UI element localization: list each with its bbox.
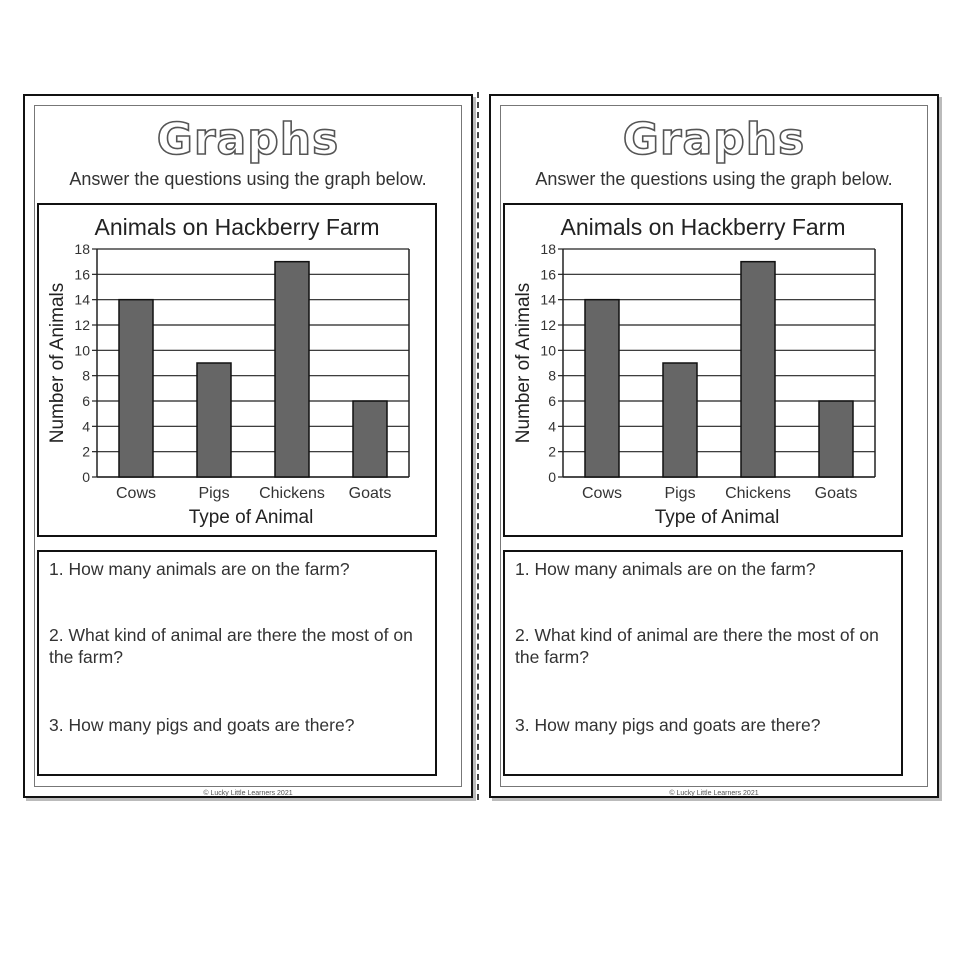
worksheet-card-left [23,94,473,798]
x-tick-label: Pigs [198,485,230,502]
y-tick-label: 0 [548,469,556,485]
y-tick-label: 6 [548,393,556,409]
bar-goats [819,401,853,477]
y-tick-label: 10 [74,342,90,359]
questions-box [37,550,437,776]
y-tick-label: 10 [540,342,556,359]
y-tick-label: 14 [540,291,556,308]
y-tick-label: 18 [74,241,90,257]
question-1: 1. How many animals are on the farm? [49,559,350,579]
x-tick-label: Cows [115,485,157,502]
x-axis-label: Type of Animal [654,507,780,528]
copyright-footer: © Lucky Little Learners 2021 [203,790,293,797]
questions-box [503,550,903,776]
y-tick-label: 6 [82,393,90,409]
x-tick-label: Cows [581,485,623,502]
y-tick-label: 14 [74,291,90,308]
y-tick-label: 8 [548,367,556,384]
y-tick-label: 0 [82,469,90,485]
worksheet-title: Graphs [622,114,806,165]
chart-box [37,203,437,537]
y-tick-label: 18 [540,241,556,257]
bar-chart [505,205,901,535]
chart-title: Animals on Hackberry Farm [560,214,846,240]
bar-cows [585,300,619,477]
question-2: 2. What kind of animal are there the most of on the farm? [49,625,413,667]
question-1: 1. How many animals are on the farm? [515,559,816,579]
question-3: 3. How many pigs and goats are there? [49,715,355,735]
x-tick-label: Goats [348,485,392,502]
y-tick-label: 12 [540,317,556,333]
y-tick-label: 12 [74,317,90,333]
y-tick-label: 2 [82,443,90,460]
x-tick-label: Pigs [664,485,696,502]
cut-line-divider [477,92,479,800]
copyright-footer: © Lucky Little Learners 2021 [669,790,759,797]
y-tick-label: 4 [548,418,556,435]
worksheet-instruction: Answer the questions using the graph below. [69,169,427,189]
chart-title: Animals on Hackberry Farm [94,214,380,240]
bar-pigs [197,363,231,477]
chart-box [503,203,903,537]
x-axis-label: Type of Animal [188,507,314,528]
y-tick-label: 4 [82,418,90,435]
x-tick-label: Chickens [725,485,791,502]
bar-chickens [741,262,775,477]
bar-chart [39,205,435,535]
x-tick-label: Goats [814,485,858,502]
worksheet-title: Graphs [156,114,340,165]
y-axis-label: Number of Animals [513,282,534,444]
worksheet-card-right [489,94,939,798]
worksheet-instruction: Answer the questions using the graph below. [535,169,893,189]
x-tick-label: Chickens [259,485,325,502]
y-tick-label: 16 [74,266,90,283]
y-tick-label: 8 [82,367,90,384]
y-tick-label: 2 [548,443,556,460]
question-2: 2. What kind of animal are there the most of on the farm? [515,625,879,667]
bar-pigs [663,363,697,477]
y-tick-label: 16 [540,266,556,283]
bar-cows [119,300,153,477]
bar-goats [353,401,387,477]
question-3: 3. How many pigs and goats are there? [515,715,821,735]
y-axis-label: Number of Animals [47,282,68,444]
bar-chickens [275,262,309,477]
